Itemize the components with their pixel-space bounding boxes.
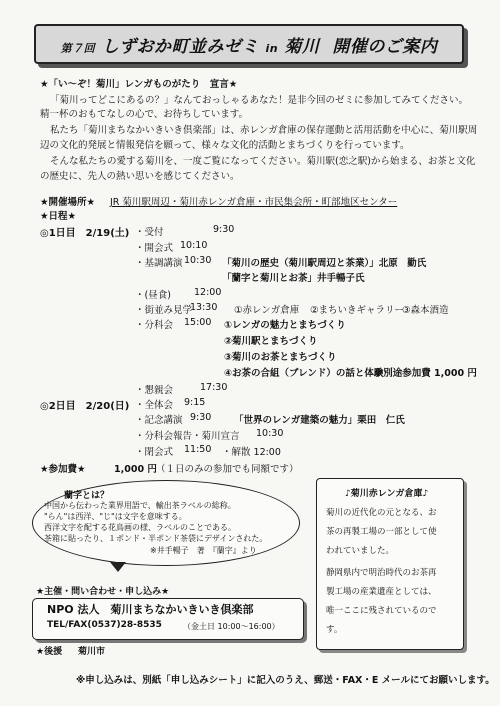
day2-item-closing: ・閉会式 (135, 447, 174, 458)
warehouse-l7: す。 (326, 625, 343, 635)
fee-value: 1,000 円 (114, 464, 157, 475)
contact-tel: TEL/FAX(0537)28-8535 (47, 620, 162, 630)
warehouse-l6: 唯一ここに残されているので (326, 606, 437, 616)
contact-label: ★主催・問い合わせ・申し込み★ (36, 587, 170, 597)
day1-tour2: ②まちいきギャラリー (310, 305, 405, 316)
venue-value: JR 菊川駅周辺・菊川赤レンガ倉庫・市民集会所・町部地区センター (110, 197, 398, 208)
intro-p1a: 「菊川ってどこにあるの？」なんておっしゃるあなた！是非今回のゼミに参加してみてください。 (50, 95, 469, 106)
day1-item-party: ・懇親会 (135, 385, 174, 396)
intro-heading: ★「い～ぞ！菊川」レンガものがたり 宣言★ (40, 79, 238, 90)
day1-sub3: ③菊川のお茶とまちづくり (224, 352, 337, 363)
ranji-heading: 蘭字とは？ (64, 491, 110, 501)
title-suffix: 開催のご案内 (332, 37, 438, 57)
day2-item-memorial: ・記念講演 (135, 415, 183, 426)
footer-note: ※申し込みは、別紙「申し込みシート」に記入のうえ、郵送・FAX・E メールにてお願いします。 (76, 675, 495, 686)
title-prefix: 第７回 (60, 42, 96, 55)
day1-item-tour: ・街並み見学 (135, 305, 193, 316)
day1-time-reception: 9:30 (213, 224, 235, 235)
day2-time-closing: 11:50 (184, 444, 212, 455)
ranji-l5: ※井手暢子 著 『蘭字』より (150, 546, 257, 555)
intro-p3b: の歴史に、先人の熱い思いを感じてください。 (40, 171, 240, 182)
day1-item-lunch: ・(昼食) (135, 290, 171, 301)
page-title (36, 32, 462, 57)
day1-time-lunch: 12:00 (194, 287, 222, 298)
day2-label: ◎2日目 2/20(日) (40, 401, 130, 412)
warehouse-heading: ♪菊川赤レンガ倉庫♪ (345, 489, 429, 499)
warehouse-l1: 菊川の近代化の元となる、お (326, 508, 437, 518)
day2-item-general: ・全体会 (135, 400, 174, 411)
warehouse-l2: 茶の再製工場の一部として使 (326, 527, 437, 537)
warehouse-l5: 製工場の産業遺産としては、 (326, 587, 437, 597)
contact-org: NPO 法人 菊川まちなかいきいき倶楽部 (47, 603, 254, 616)
day2-time-general: 9:15 (184, 397, 206, 408)
intro-p2a: 私たち「菊川まちなかいきいき倶楽部」は、赤レンガ倉庫の保存運動と活用活動を中心に、菊川駅周 (50, 125, 478, 136)
day1-tour3: ③森本酒造 (402, 305, 449, 316)
title-city: 菊川 (284, 37, 320, 57)
day1-lecture2: 「蘭字と菊川とお茶」井手暢子氏 (222, 273, 365, 284)
day1-item-sessions: ・分科会 (135, 320, 174, 331)
title-banner (34, 24, 464, 64)
day1-item-keynote: ・基調講演 (135, 258, 183, 269)
warehouse-l3: われていました。 (326, 546, 395, 556)
day1-time-opening: 10:10 (180, 240, 208, 251)
title-in: in (265, 42, 279, 55)
day1-lecture1: 「菊川の歴史（菊川駅周辺と茶業）」北原 勤氏 (222, 258, 427, 269)
day2-lecture: 「世界のレンガ建築の魅力」栗田 仁氏 (234, 415, 405, 426)
warehouse-l4: 静岡県内で明治時代のお茶再 (326, 568, 437, 578)
fee-label: ★参加費★ (40, 464, 86, 475)
ranji-l3: 西洋文字を配する花鳥画の様、ラベルのことである。 (44, 523, 236, 532)
ranji-l1: 中国から伝わった業界用語で、輸出茶ラベルの総称。 (44, 501, 236, 510)
day1-label: ◎1日目 2/19(土) (40, 228, 130, 239)
contact-hours: （金土日 10:00～16:00） (183, 622, 280, 631)
day1-item-reception: ・受付 (135, 227, 164, 238)
day1-sub1: ①レンガの魅力とまちづくり (224, 320, 346, 331)
intro-p3a: そんな私たちの愛する菊川を、一度ご覧になってください。菊川駅(恋之駅)から始まる、お茶と文化 (50, 156, 476, 167)
ranji-bubble-tail (110, 562, 126, 572)
ranji-l2: "らん"は西洋、"じ"は文字を意味する。 (44, 512, 187, 521)
day1-sub4: ④お茶の合組（ブレンド）の話と体験 (224, 368, 384, 379)
day2-time-report: 10:30 (256, 428, 284, 439)
title-main: しずおか町並みゼミ (101, 37, 260, 57)
day1-time-tour: 13:30 (190, 302, 218, 313)
day2-time-memorial: 9:30 (190, 412, 212, 423)
fee-note: （１日のみの参加でも同額です） (156, 464, 299, 475)
day2-dismiss: ・解散 12:00 (222, 447, 281, 458)
day1-item-opening: ・開会式 (135, 243, 174, 254)
day1-time-party: 17:30 (200, 382, 228, 393)
day1-sub2: ②菊川駅とまちづくり (224, 336, 318, 347)
day1-time-sessions: 15:00 (184, 317, 212, 328)
day1-tour1: ①赤レンガ倉庫 (234, 305, 300, 316)
ranji-l4: 茶箱に貼ったり、１ポンド・半ポンド茶袋にデザインされた。 (44, 534, 268, 543)
schedule-label: ★日程★ (40, 211, 77, 222)
day2-item-report: ・分科会報告・菊川宣言 (135, 431, 240, 442)
day1-sub4-fee: ※別途参加費 1,000 円 (374, 368, 477, 379)
venue-label: ★開催場所★ (40, 197, 96, 208)
support-value: 菊川市 (78, 647, 106, 657)
day1-time-keynote: 10:30 (184, 255, 212, 266)
intro-p1b: 精一杯のおもてなしの心で、お待ちしています。 (40, 109, 249, 120)
contact-box (32, 598, 304, 640)
intro-p2b: 辺の文化的発展と情報発信を願って、様々な文化的活動とまちづくりを行っています。 (40, 140, 410, 151)
support-label: ★後援 (36, 647, 63, 657)
